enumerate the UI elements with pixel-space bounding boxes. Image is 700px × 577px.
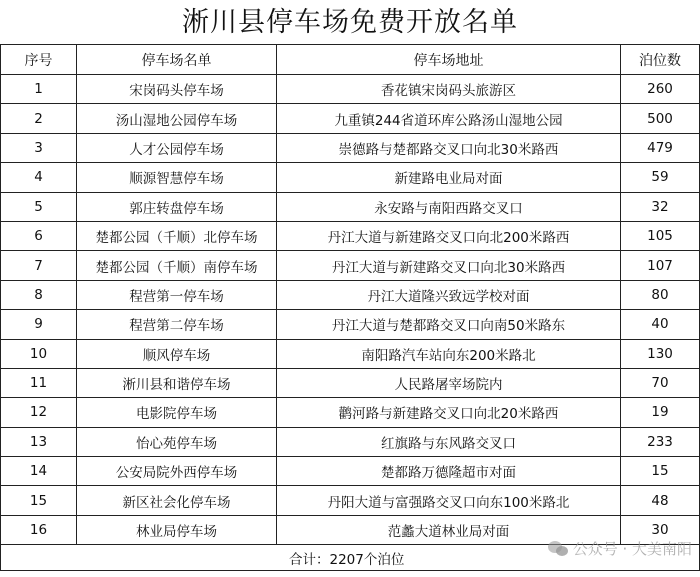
row-parking-name: 怡心苑停车场 [77,427,277,456]
row-index: 2 [1,104,77,133]
row-spaces: 59 [621,163,700,192]
table-row [1,280,700,309]
row-spaces: 70 [621,368,700,397]
row-index: 6 [1,221,77,250]
row-index: 4 [1,163,77,192]
row-spaces: 105 [621,221,700,250]
row-address: 范蠡大道林业局对面 [277,515,621,544]
row-index: 15 [1,486,77,515]
row-parking-name: 公安局院外西停车场 [77,457,277,486]
header-address: 停车场地址 [277,45,621,75]
row-parking-name: 郭庄转盘停车场 [77,192,277,221]
total-spaces: 合计：2207个泊位 [1,545,700,571]
row-index: 5 [1,192,77,221]
row-parking-name: 程营第二停车场 [77,310,277,339]
table-row [1,251,700,280]
row-index: 12 [1,398,77,427]
table-row [1,104,700,133]
row-spaces: 32 [621,192,700,221]
row-spaces: 48 [621,486,700,515]
row-address: 香花镇宋岗码头旅游区 [277,75,621,104]
row-index: 9 [1,310,77,339]
row-parking-name: 宋岗码头停车场 [77,75,277,104]
row-address: 南阳路汽车站向东200米路北 [277,339,621,368]
header-name: 停车场名单 [77,45,277,75]
row-spaces: 19 [621,398,700,427]
row-index: 10 [1,339,77,368]
row-index: 3 [1,133,77,162]
row-address: 楚都路万德隆超市对面 [277,457,621,486]
row-parking-name: 新区社会化停车场 [77,486,277,515]
table-row [1,398,700,427]
row-parking-name: 电影院停车场 [77,398,277,427]
header-spaces: 泊位数 [621,45,700,75]
row-address: 鹳河路与新建路交叉口向北20米路西 [277,398,621,427]
header-index: 序号 [1,45,77,75]
row-index: 14 [1,457,77,486]
row-address: 丹江大道与新建路交叉口向北200米路西 [277,221,621,250]
row-spaces: 260 [621,75,700,104]
watermark [548,538,692,559]
page-title: 淅川县停车场免费开放名单 [182,7,518,38]
row-spaces: 500 [621,104,700,133]
row-index: 1 [1,75,77,104]
row-address: 红旗路与东风路交叉口 [277,427,621,456]
row-spaces: 40 [621,310,700,339]
table-row [1,427,700,456]
row-parking-name: 楚都公园（千顺）北停车场 [77,221,277,250]
row-spaces: 80 [621,280,700,309]
table-row [1,457,700,486]
row-parking-name: 楚都公园（千顺）南停车场 [77,251,277,280]
table-row [1,163,700,192]
wechat-icon [548,541,568,557]
row-address: 崇德路与楚都路交叉口向北30米路西 [277,133,621,162]
row-spaces: 130 [621,339,700,368]
table-row [1,75,700,104]
row-index: 16 [1,515,77,544]
row-address: 丹阳大道与富强路交叉口向东100米路北 [277,486,621,515]
row-address: 丹江大道与新建路交叉口向北30米路西 [277,251,621,280]
row-spaces: 15 [621,457,700,486]
row-index: 13 [1,427,77,456]
row-parking-name: 顺风停车场 [77,339,277,368]
table-header-row [1,45,700,75]
table-row [1,368,700,397]
parking-table [0,44,700,571]
row-spaces: 479 [621,133,700,162]
row-address: 九重镇244省道环库公路汤山湿地公园 [277,104,621,133]
table-row [1,221,700,250]
row-spaces: 30 [621,515,700,544]
row-address: 永安路与南阳西路交叉口 [277,192,621,221]
table-row [1,486,700,515]
row-parking-name: 林业局停车场 [77,515,277,544]
row-address: 新建路电业局对面 [277,163,621,192]
table-row [1,339,700,368]
row-address: 人民路屠宰场院内 [277,368,621,397]
row-index: 7 [1,251,77,280]
table-row [1,192,700,221]
row-spaces: 107 [621,251,700,280]
table-row [1,133,700,162]
row-parking-name: 汤山湿地公园停车场 [77,104,277,133]
row-spaces: 233 [621,427,700,456]
row-index: 11 [1,368,77,397]
row-parking-name: 淅川县和谐停车场 [77,368,277,397]
row-parking-name: 顺源智慧停车场 [77,163,277,192]
row-index: 8 [1,280,77,309]
row-parking-name: 人才公园停车场 [77,133,277,162]
table-row [1,310,700,339]
row-address: 丹江大道隆兴致远学校对面 [277,280,621,309]
watermark-text: 公众号 · 大美南阳 [572,540,692,558]
row-address: 丹江大道与楚都路交叉口向南50米路东 [277,310,621,339]
row-parking-name: 程营第一停车场 [77,280,277,309]
